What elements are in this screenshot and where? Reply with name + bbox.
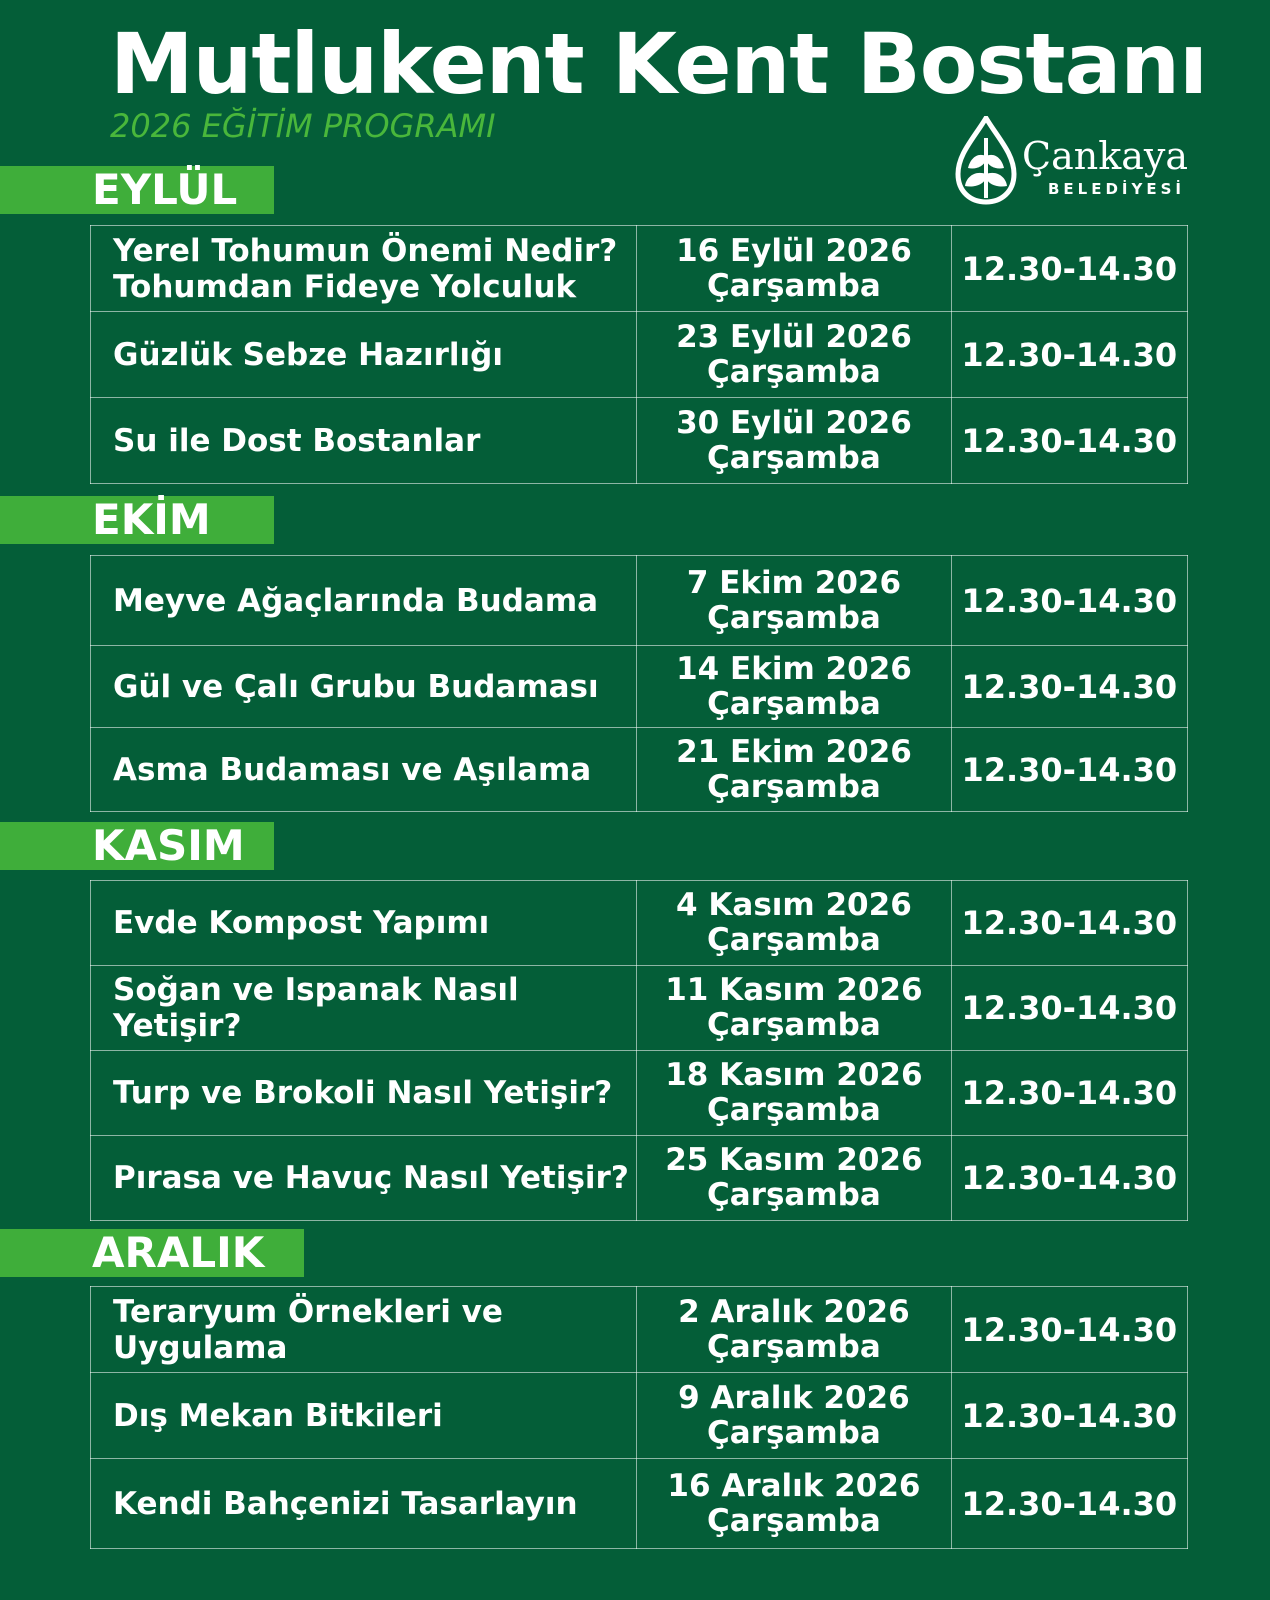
table-row xyxy=(91,646,1188,728)
date-cell: 9 Aralık 2026 Çarşamba xyxy=(637,1373,951,1459)
page-subtitle: 2026 EĞİTİM PROGRAMI xyxy=(110,107,496,145)
schedule-table-ekim xyxy=(90,555,1188,812)
table-row xyxy=(91,226,1188,312)
topic-cell: Teraryum Örnekleri ve Uygulama xyxy=(91,1287,637,1373)
time-cell: 12.30-14.30 xyxy=(951,1373,1187,1459)
topic-cell: Evde Kompost Yapımı xyxy=(91,881,637,966)
table-row xyxy=(91,1373,1188,1459)
date-cell: 11 Kasım 2026 Çarşamba xyxy=(637,966,951,1051)
topic-cell: Dış Mekan Bitkileri xyxy=(91,1373,637,1459)
topic-cell: Turp ve Brokoli Nasıl Yetişir? xyxy=(91,1051,637,1136)
table-row xyxy=(91,966,1188,1051)
time-cell: 12.30-14.30 xyxy=(951,881,1187,966)
schedule-table-aralik xyxy=(90,1286,1188,1549)
time-cell: 12.30-14.30 xyxy=(951,1287,1187,1373)
time-cell: 12.30-14.30 xyxy=(951,226,1187,312)
date-cell: 18 Kasım 2026 Çarşamba xyxy=(637,1051,951,1136)
time-cell: 12.30-14.30 xyxy=(951,312,1187,398)
table-row xyxy=(91,1136,1188,1221)
table-row xyxy=(91,881,1188,966)
date-cell: 4 Kasım 2026 Çarşamba xyxy=(637,881,951,966)
topic-cell: Gül ve Çalı Grubu Budaması xyxy=(91,646,637,728)
table-row xyxy=(91,556,1188,646)
topic-cell: Soğan ve Ispanak Nasıl Yetişir? xyxy=(91,966,637,1051)
time-cell: 12.30-14.30 xyxy=(951,728,1187,812)
date-cell: 16 Eylül 2026 Çarşamba xyxy=(637,226,951,312)
topic-cell: Güzlük Sebze Hazırlığı xyxy=(91,312,637,398)
table-row xyxy=(91,728,1188,812)
topic-cell: Kendi Bahçenizi Tasarlayın xyxy=(91,1459,637,1549)
date-cell: 2 Aralık 2026 Çarşamba xyxy=(637,1287,951,1373)
logo-name: Çankaya xyxy=(1022,134,1189,178)
leaf-drop-icon xyxy=(954,116,1018,206)
schedule-table-kasim xyxy=(90,880,1188,1221)
logo-subtitle: BELEDİYESİ xyxy=(1048,180,1186,198)
page-title: Mutlukent Kent Bostanı xyxy=(110,15,1207,113)
table-row xyxy=(91,1459,1188,1549)
topic-cell: Su ile Dost Bostanlar xyxy=(91,398,637,484)
month-label-ekim: EKİM xyxy=(0,496,274,544)
time-cell: 12.30-14.30 xyxy=(951,1459,1187,1549)
date-cell: 7 Ekim 2026 Çarşamba xyxy=(637,556,951,646)
date-cell: 16 Aralık 2026 Çarşamba xyxy=(637,1459,951,1549)
time-cell: 12.30-14.30 xyxy=(951,556,1187,646)
topic-cell: Asma Budaması ve Aşılama xyxy=(91,728,637,812)
month-label-kasim: KASIM xyxy=(0,822,274,870)
table-row xyxy=(91,1051,1188,1136)
topic-cell: Pırasa ve Havuç Nasıl Yetişir? xyxy=(91,1136,637,1221)
time-cell: 12.30-14.30 xyxy=(951,966,1187,1051)
time-cell: 12.30-14.30 xyxy=(951,1136,1187,1221)
date-cell: 25 Kasım 2026 Çarşamba xyxy=(637,1136,951,1221)
table-row xyxy=(91,398,1188,484)
cankaya-logo xyxy=(954,116,1194,206)
topic-cell: Meyve Ağaçlarında Budama xyxy=(91,556,637,646)
time-cell: 12.30-14.30 xyxy=(951,646,1187,728)
date-cell: 21 Ekim 2026 Çarşamba xyxy=(637,728,951,812)
month-label-aralik: ARALIK xyxy=(0,1229,304,1277)
schedule-table-eylul xyxy=(90,225,1188,484)
table-row xyxy=(91,1287,1188,1373)
date-cell: 30 Eylül 2026 Çarşamba xyxy=(637,398,951,484)
date-cell: 14 Ekim 2026 Çarşamba xyxy=(637,646,951,728)
date-cell: 23 Eylül 2026 Çarşamba xyxy=(637,312,951,398)
table-row xyxy=(91,312,1188,398)
time-cell: 12.30-14.30 xyxy=(951,398,1187,484)
time-cell: 12.30-14.30 xyxy=(951,1051,1187,1136)
month-label-eylul: EYLÜL xyxy=(0,166,274,214)
topic-cell: Yerel Tohumun Önemi Nedir? Tohumdan Fideye Yolculuk xyxy=(91,226,637,312)
